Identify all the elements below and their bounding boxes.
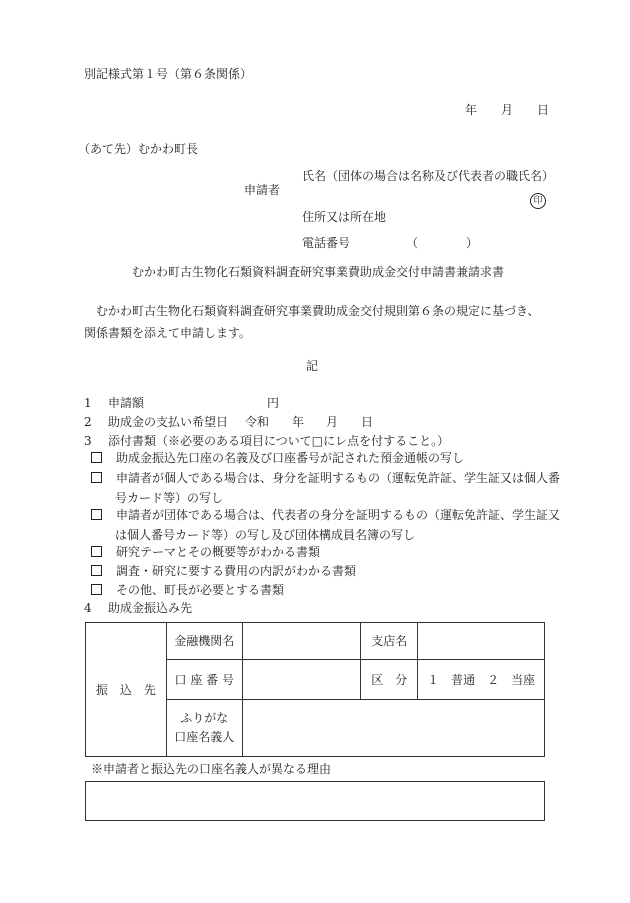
phone-parentheses: （ ）	[406, 236, 479, 250]
item4-number: 4	[84, 601, 92, 615]
attachment-label: 助成金振込先口座の名義及び口座番号が記された預金通帳の写し	[116, 451, 465, 465]
destination-cell: 振 込 先	[86, 623, 167, 757]
attachment-label: 申請者が団体である場合は、代表者の身分を証明するもの（運転免許証、学生証又は個人番号カード等）の写し及び団体構成員名簿の写し	[115, 508, 561, 542]
checkbox[interactable]	[91, 472, 102, 483]
item2-era: 令和	[245, 415, 270, 429]
account-holder-label	[166, 700, 242, 757]
item1-label: 申請額	[108, 396, 145, 410]
item3-number: 3	[84, 434, 92, 448]
item2-year: 年	[292, 415, 305, 429]
reason-field[interactable]	[85, 781, 545, 821]
date-year-label: 年	[465, 103, 478, 117]
attachment-item	[91, 468, 570, 508]
form-number: 別記様式第１号（第６条関係）	[84, 67, 253, 81]
item3-label: 添付書類（※必要のある項目について□にレ点を付すること。）	[108, 434, 450, 448]
account-number-field[interactable]	[242, 660, 361, 700]
checkbox[interactable]	[91, 546, 102, 557]
date-month-label: 月	[501, 103, 514, 117]
applicant-phone-label: 電話番号	[302, 236, 351, 250]
attachment-label: 調査・研究に要する費用の内訳がわかる書類	[116, 564, 357, 578]
checkbox[interactable]	[91, 565, 102, 576]
attachment-label: 申請者が個人である場合は、身分を証明するもの（運転免許証、学生証又は個人番号カード等）の写し	[115, 471, 561, 505]
account-number-label: 口 座 番 号	[166, 660, 242, 700]
item1-number: 1	[84, 396, 92, 410]
account-type-options: １ 普通 ２ 当座	[418, 660, 545, 700]
item2-number: 2	[84, 415, 92, 429]
reason-label: ※申請者と振込先の口座名義人が異なる理由	[91, 762, 332, 776]
attachment-item	[91, 505, 570, 545]
attachment-item	[91, 448, 570, 468]
document-title: むかわ町古生物化石類資料調査研究事業費助成金交付申請書兼請求書	[132, 265, 505, 279]
branch-name-label: 支店名	[361, 623, 418, 660]
date-day-label: 日	[537, 103, 550, 117]
account-holder-field[interactable]	[242, 700, 544, 757]
attachment-item	[91, 542, 570, 562]
item2-label: 助成金の支払い希望日	[108, 415, 229, 429]
bank-account-table	[85, 622, 545, 757]
seal-mark: 印	[530, 193, 546, 209]
applicant-label: 申請者	[244, 183, 281, 197]
applicant-name-label: 氏名（団体の場合は名称及び代表者の職氏名）	[302, 169, 555, 183]
furigana-label: ふりがな	[180, 711, 229, 725]
branch-name-field[interactable]	[418, 623, 545, 660]
holder-label: 口座名義人	[174, 730, 235, 744]
applicant-address-label: 住所又は所在地	[302, 210, 387, 224]
item1-unit: 円	[267, 396, 280, 410]
account-type-label: 区 分	[361, 660, 418, 700]
attachment-label: 研究テーマとその概要等がわかる書類	[116, 545, 321, 559]
item4-label: 助成金振込み先	[108, 601, 193, 615]
checkbox[interactable]	[91, 584, 102, 595]
addressee: （あて先）むかわ町長	[78, 142, 199, 156]
bank-name-field[interactable]	[242, 623, 361, 660]
attachment-item	[91, 580, 570, 600]
attachment-item	[91, 561, 570, 581]
checkbox[interactable]	[91, 452, 102, 463]
item2-day: 日	[361, 415, 374, 429]
attachment-label: その他、町長が必要とする書類	[116, 583, 285, 597]
intro-paragraph: むかわ町古生物化石類資料調査研究事業費助成金交付規則第６条の規定に基づき、関係書類を添えて申請します。	[84, 304, 540, 340]
bank-name-label: 金融機関名	[166, 623, 242, 660]
item2-month: 月	[326, 415, 339, 429]
checkbox[interactable]	[91, 509, 102, 520]
ki-heading: 記	[306, 359, 319, 373]
